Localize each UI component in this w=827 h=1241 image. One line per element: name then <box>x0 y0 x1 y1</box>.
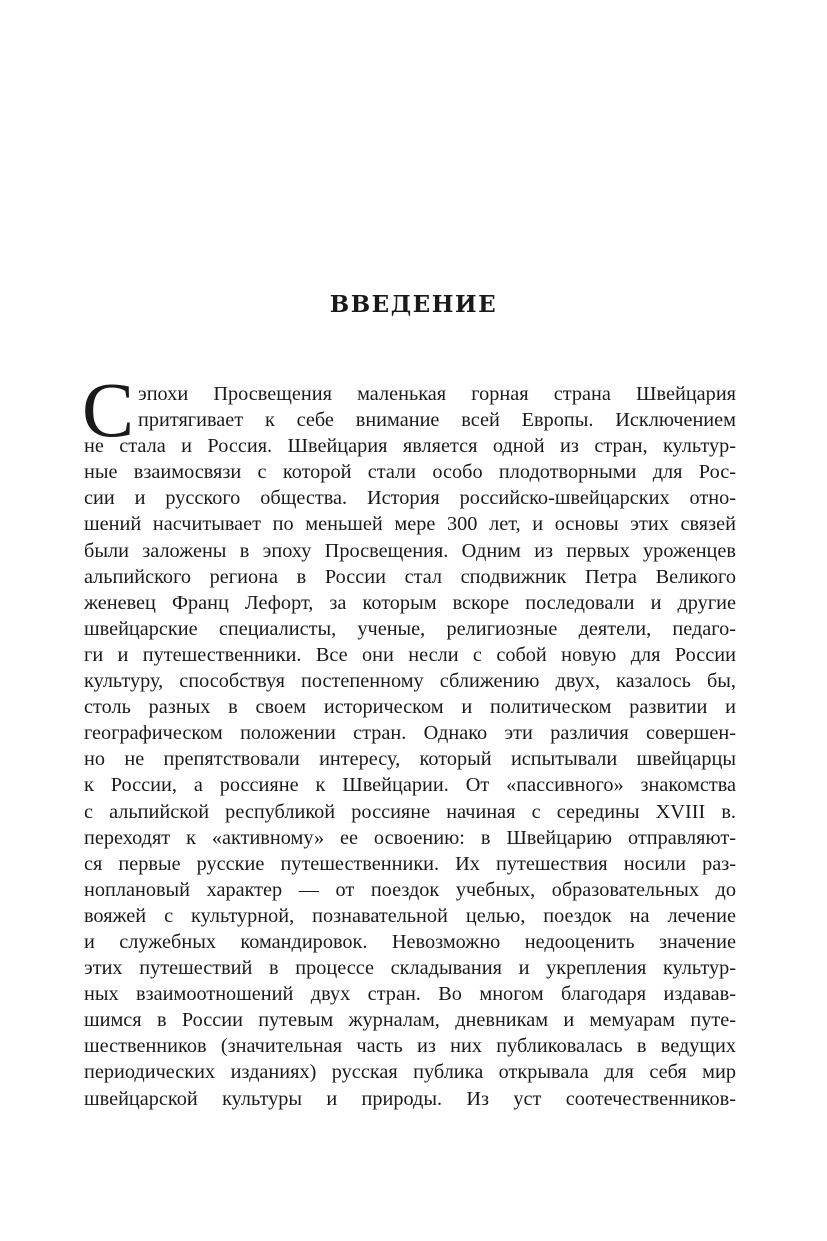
text-line: столь разных в своем историческом и политическом развитии и <box>84 696 736 719</box>
text-line: переходят к «активному» ее освоению: в Швейцарию отправляют- <box>84 826 736 849</box>
text-line: географическом положении стран. Однако эти различия совершен- <box>84 722 736 745</box>
drop-cap-letter: С <box>82 366 135 453</box>
text-line: и служебных командировок. Невозможно недооценить значение <box>84 930 736 953</box>
text-line: ные взаимосвязи с которой стали особо плодотворными для Рос- <box>84 461 736 484</box>
text-line: к России, а россияне к Швейцарии. От «пассивного» знакомства <box>84 774 736 797</box>
text-line: сии и русского общества. История российско-швейцарских отно- <box>84 487 736 510</box>
text-line: ся первые русские путешественники. Их путешествия носили раз- <box>84 852 736 875</box>
text-line: шимся в России путевым журналам, дневникам и мемуарам путе- <box>84 1009 736 1032</box>
text-line: культуру, способствуя постепенному сближению двух, казалось бы, <box>84 670 736 693</box>
text-line: ных взаимоотношений двух стран. Во многом благодаря издавав- <box>84 983 736 1006</box>
text-line: шественников (значительная часть из них публиковалась в ведущих <box>84 1035 736 1058</box>
text-line: но не препятствовали интересу, который испытывали швейцарцы <box>84 748 736 771</box>
text-line: швейцарской культуры и природы. Из уст соотечественников- <box>84 1087 736 1110</box>
body-paragraph <box>84 381 736 1112</box>
text-line: не стала и Россия. Швейцария является одной из стран, культур- <box>84 435 736 458</box>
text-line: альпийского региона в России стал сподвижник Петра Великого <box>84 565 736 588</box>
text-line: ноплановый характер — от поездок учебных, образовательных до <box>84 878 736 901</box>
text-line: периодических изданиях) русская публика открывала для себя мир <box>84 1061 736 1084</box>
text-line: швейцарские специалисты, ученые, религиозные деятели, педаго- <box>84 617 736 640</box>
text-line: ги и путешественники. Все они несли с собой новую для России <box>84 643 736 666</box>
text-line: с альпийской республикой россияне начиная с середины XVIII в. <box>84 800 736 823</box>
chapter-title: ВВЕДЕНИЕ <box>329 291 498 318</box>
text-line: притягивает к себе внимание всей Европы. Исключением <box>138 409 736 432</box>
text-line: эпохи Просвещения маленькая горная страна Швейцария <box>138 383 736 405</box>
text-line: были заложены в эпоху Просвещения. Одним из первых уроженцев <box>84 539 736 562</box>
text-line: этих путешествий в процессе складывания и укрепления культур- <box>84 957 736 980</box>
text-line: шений насчитывает по меньшей мере 300 лет, и основы этих связей <box>84 513 736 536</box>
text-line: женевец Франц Лефорт, за которым вскоре последовали и другие <box>84 591 736 614</box>
text-line: вояжей с культурной, познавательной целью, поездок на лечение <box>84 904 736 927</box>
